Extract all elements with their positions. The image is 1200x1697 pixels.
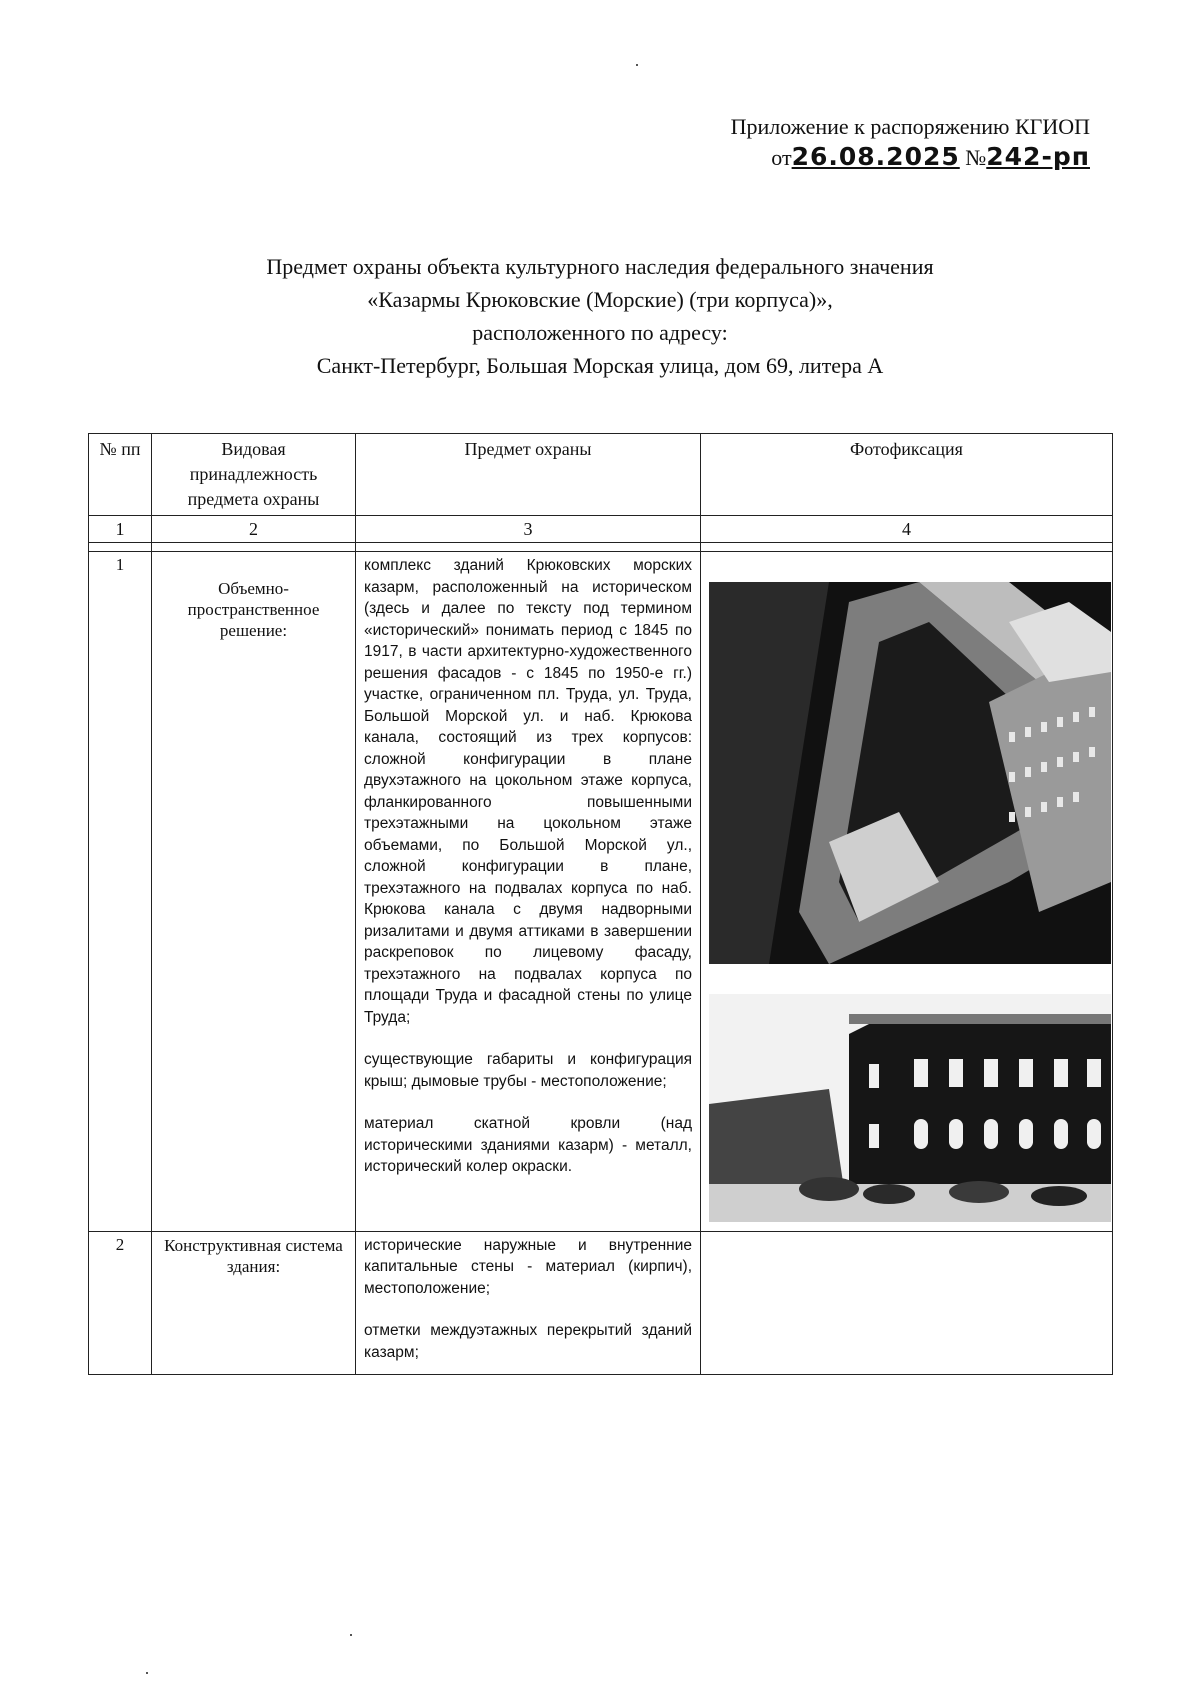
- table-row: [89, 1231, 1113, 1375]
- table-header-row: [89, 434, 1113, 516]
- col-number: 1: [89, 516, 152, 543]
- number-label: №: [965, 145, 987, 170]
- table-spacer: [89, 543, 1113, 552]
- from-label: от: [771, 145, 792, 170]
- table-row: [89, 552, 1113, 1232]
- row-photos: [701, 1231, 1113, 1375]
- scan-speck: [350, 1634, 352, 1636]
- col-number: 3: [356, 516, 701, 543]
- subject-paragraph: комплекс зданий Крюковских морских казарм, расположенный на историческом (здесь и далее по тексту под термином «исторический» понимать период с 1845 по 1917, в части архитектурно-художественного решения фасадов - с 1845 по 1950-е гг.) участке, ограниченном пл. Труда, ул. Труда, Большой Морской ул. и наб. Крюкова канала, состоящий из трех корпусов: сложной конфигурации в плане двухэтажного на цокольном этаже корпуса, фланкированного повышенными трехэтажными на цокольном этаже объемами, по Большой Морской ул., сложной конфигурации в плане, трехэтажного на подвалах корпуса по наб. Крюкова канала с двумя надворными ризалитами и двумя аттиками в завершении раскреповок по лицевому фасаду, трехэтажного на подвалах корпуса по площади Труда и фасадной стены по улице Труда;: [364, 557, 692, 1026]
- order-number-line: [570, 142, 1090, 173]
- header-subject: Предмет охраны: [356, 434, 701, 516]
- row-photos: [701, 552, 1113, 1232]
- header-photo: Фотофиксация: [701, 434, 1113, 516]
- row-kind: Конструктивная система здания:: [152, 1231, 356, 1375]
- row-kind: Объемно-пространственное решение:: [152, 552, 356, 1232]
- order-date: 26.08.2025: [791, 142, 960, 171]
- appendix-header: [570, 112, 1090, 173]
- row-subject: [356, 552, 701, 1232]
- col-number: 4: [701, 516, 1113, 543]
- title-line-1: Предмет охраны объекта культурного наследия федерального значения: [266, 254, 934, 279]
- col-number: 2: [152, 516, 356, 543]
- header-kind: Видовая принадлежность предмета охраны: [152, 434, 356, 516]
- title-line-2: «Казармы Крюковские (Морские) (три корпуса)»,: [367, 287, 833, 312]
- subject-paragraph: исторические наружные и внутренние капитальные стены - материал (кирпич), местоположение;: [364, 1236, 692, 1297]
- header-number: № пп: [89, 434, 152, 516]
- subject-paragraph: существующие габариты и конфигурация крыш; дымовые трубы - местоположение;: [364, 1051, 692, 1090]
- row-number: 1: [89, 552, 152, 1232]
- title-line-3: расположенного по адресу:: [472, 320, 728, 345]
- aerial-photo-image: [709, 582, 1111, 964]
- scan-speck: [146, 1672, 148, 1674]
- column-number-row: [89, 516, 1113, 543]
- appendix-line: Приложение к распоряжению КГИОП: [730, 114, 1090, 139]
- facade-photo-image: [709, 994, 1111, 1222]
- subject-paragraph: материал скатной кровли (над историческими зданиями казарм) - металл, исторический колер окраски.: [364, 1115, 692, 1175]
- protection-subject-table: [88, 433, 1113, 1375]
- order-number: 242-рп: [986, 142, 1090, 171]
- scan-speck: [636, 64, 638, 66]
- row-subject: [356, 1231, 701, 1375]
- title-line-4: Санкт-Петербург, Большая Морская улица, дом 69, литера А: [316, 353, 884, 378]
- row-number: 2: [89, 1231, 152, 1375]
- document-title: [0, 250, 1200, 382]
- subject-paragraph: отметки междуэтажных перекрытий зданий казарм;: [364, 1322, 692, 1361]
